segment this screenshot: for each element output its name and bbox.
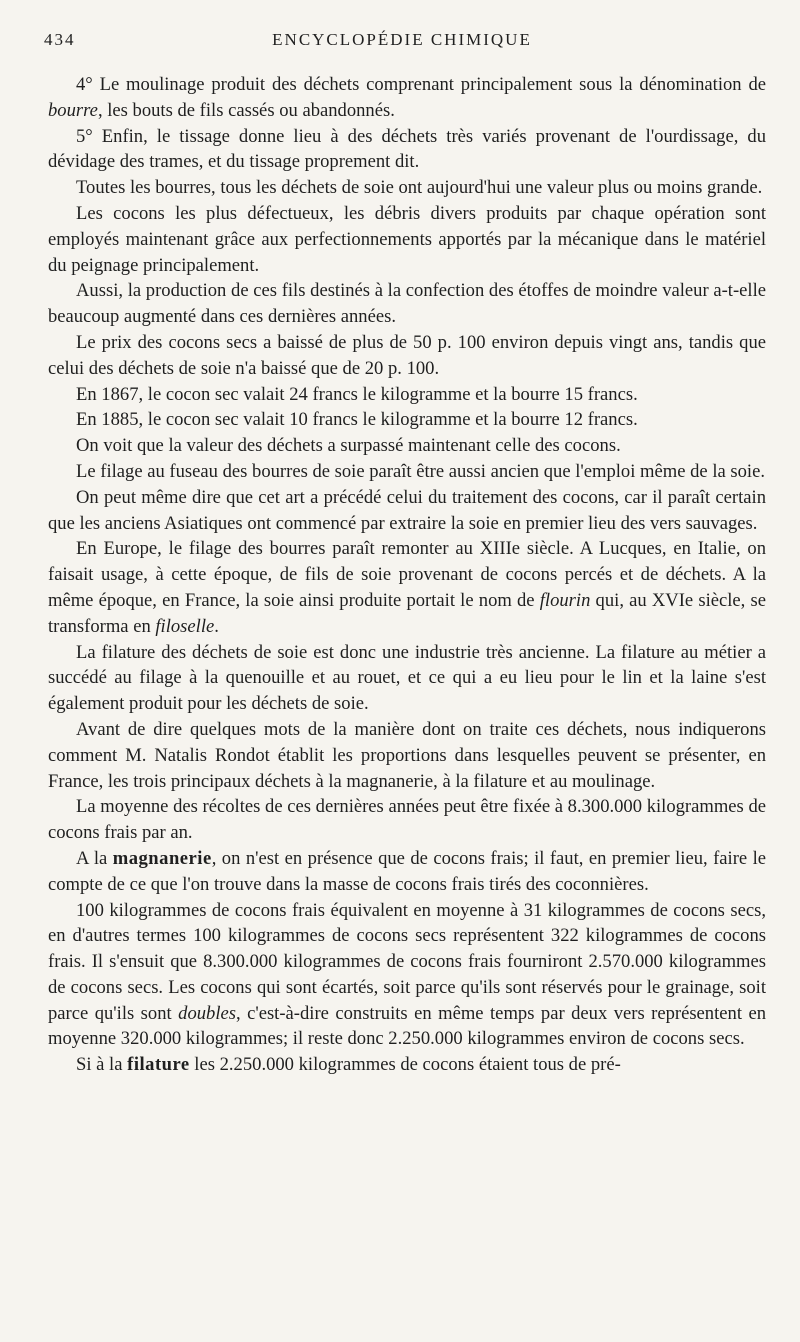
text-run: 5° Enfin, le tissage donne lieu à des déchets très variés provenant de l'ourdissage, du dévidage des trames, et du tissage proprement dit.	[48, 125, 766, 173]
paragraph	[48, 433, 766, 459]
italic-term: bourre	[48, 99, 98, 121]
italic-term: filoselle	[155, 615, 215, 637]
paragraph	[48, 382, 766, 408]
text-run: On peut même dire que cet art a précédé celui du traitement des cocons, car il paraît certain que les anciens Asiatiques ont commencé par extraire la soie en premier lieu des vers sauvages.	[48, 486, 766, 534]
text-run: La filature des déchets de soie est donc une industrie très ancienne. La filature au métier a succédé au filage à la quenouille et au rouet, et ce qui a eu lieu pour le lin et la laine s'est également produit pour les déchets de soie.	[48, 641, 766, 715]
text-run: .	[214, 615, 219, 637]
paragraph	[48, 794, 766, 846]
bold-term: filature	[127, 1054, 190, 1076]
paragraph	[48, 536, 766, 639]
paragraph	[48, 124, 766, 176]
text-run: , les bouts de fils cassés ou abandonnés.	[97, 99, 395, 121]
paragraph	[48, 201, 766, 278]
text-run: A la	[76, 847, 113, 869]
text-run: En 1867, le cocon sec valait 24 francs le kilogramme et la bourre 15 francs.	[76, 383, 638, 405]
text-run: qui, au XVIe siècle, se transforma en	[48, 589, 766, 637]
text-run: En 1885, le cocon sec valait 10 francs le kilogramme et la bourre 12 francs.	[76, 409, 638, 431]
paragraph	[48, 898, 766, 1053]
bold-term: magnanerie	[112, 847, 212, 869]
text-run: les 2.250.000 kilogrammes de cocons étaient tous de pré-	[189, 1054, 621, 1076]
text-run: La moyenne des récoltes de ces dernières années peut être fixée à 8.300.000 kilogrammes de cocons frais par an.	[48, 796, 766, 844]
text-run: Si à la	[76, 1054, 128, 1076]
text-run: 4° Le moulinage produit des déchets comprenant principalement sous la dénomination de	[76, 74, 766, 95]
paragraph	[48, 72, 766, 124]
page-header	[44, 30, 760, 54]
text-run: Aussi, la production de ces fils destinés à la confection des étoffes de moindre valeur a-t-elle beaucoup augmenté dans ces dernières années.	[48, 280, 766, 328]
paragraph	[48, 1052, 766, 1078]
paragraph	[48, 330, 766, 382]
paragraph	[48, 459, 766, 485]
paragraph	[48, 485, 766, 537]
page-number: 434	[44, 30, 76, 49]
paragraph	[48, 175, 766, 201]
paragraph	[48, 717, 766, 794]
body-text	[48, 72, 766, 1078]
italic-term: doubles	[178, 1002, 236, 1024]
text-run: , on n'est en présence que de cocons frais; il faut, en premier lieu, faire le compte de ce que l'on trouve dans la masse de cocons frais tirés des coconnières.	[48, 847, 766, 895]
text-run: Avant de dire quelques mots de la manière dont on traite ces déchets, nous indiquerons comment M. Natalis Rondot établit les proportions dans lesquelles peuvent se présenter, en France, les trois principaux déchets à la magnanerie, à la filature et au moulinage.	[48, 718, 766, 792]
text-run: On voit que la valeur des déchets a surpassé maintenant celle des cocons.	[76, 435, 621, 457]
text-run: Toutes les bourres, tous les déchets de soie ont aujourd'hui une valeur plus ou moins grande.	[76, 177, 763, 199]
running-title: ENCYCLOPÉDIE CHIMIQUE	[272, 30, 532, 49]
text-run: 100 kilogrammes de cocons frais équivalent en moyenne à 31 kilogrammes de cocons secs, en d'autres termes 100 kilogrammes de cocons secs représentent 322 kilogrammes de cocons frais. Il s'ensuit que 8.300.000 kilogrammes de cocons frais fourniront 2.570.000 kilogrammes de cocons secs. Les cocons qui sont écartés, soit parce qu'ils sont réservés pour le grainage, soit parce qu'ils sont	[48, 899, 766, 1024]
text-run: En Europe, le filage des bourres paraît remonter au XIIIe siècle. A Lucques, en Italie, on faisait usage, à cette époque, de fils de soie provenant de cocons percés et de déchets. A la même époque, en France, la soie ainsi produite portait le nom de	[48, 538, 766, 611]
paragraph	[48, 846, 766, 898]
text-run: Le prix des cocons secs a baissé de plus de 50 p. 100 environ depuis vingt ans, tandis que celui des déchets de soie n'a baissé que de 20 p. 100.	[48, 331, 766, 379]
paragraph	[48, 407, 766, 433]
text-run: Les cocons les plus défectueux, les débris divers produits par chaque opération sont employés maintenant grâce aux perfectionnements apportés par la mécanique dans le matériel du peignage principalement.	[48, 202, 766, 276]
italic-term: flourin	[539, 589, 591, 611]
paragraph	[48, 278, 766, 330]
paragraph	[48, 640, 766, 717]
text-run: , c'est-à-dire construits en même temps par deux vers représentent en moyenne 320.000 kilogrammes; il reste donc 2.250.000 kilogrammes environ de cocons secs.	[48, 1002, 766, 1050]
text-run: Le filage au fuseau des bourres de soie paraît être aussi ancien que l'emploi même de la soie.	[76, 460, 765, 482]
